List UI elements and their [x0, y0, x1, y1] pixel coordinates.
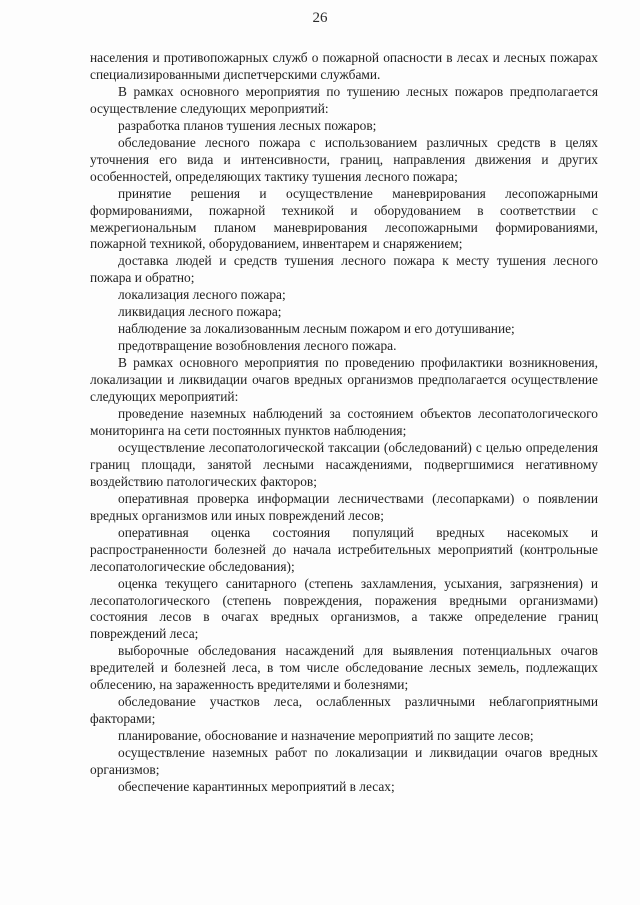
paragraph: доставка людей и средств тушения лесного пожара к месту тушения лесного пожара и обратно; — [90, 253, 598, 286]
paragraph: ликвидация лесного пожара; — [118, 304, 282, 320]
paragraph: обследование лесного пожара с использованием различных средств в целях уточнения его вида и интенсивности, границ, направления движения и других особенностей, определяющих тактику тушения лесного пожара; — [90, 134, 598, 184]
paragraph: разработка планов тушения лесных пожаров; — [118, 117, 377, 133]
paragraph: обеспечение карантинных мероприятий в лесах; — [118, 778, 395, 794]
paragraph: населения и противопожарных служб о пожарной опасности в лесах и лесных пожарах специализированными диспетчерскими службами. — [90, 50, 598, 82]
paragraph: оценка текущего санитарного (степень захламления, усыхания, загрязнения) и лесопатологического (степень повреждения, поражения вредными организмами) состояния лесов в очагах вредных организмов, а также определение границ повреждений леса; — [90, 575, 598, 642]
paragraph: В рамках основного мероприятия по проведению профилактики возникновения, локализации и ликвидации очагов вредных организмов предполагается осуществление следующих мероприятий: — [90, 355, 598, 405]
paragraph: оперативная оценка состояния популяций вредных насекомых и распространенности болезней до начала истребительных мероприятий (контрольные лесопатологические обследования); — [90, 524, 598, 574]
paragraph: обследование участков леса, ослабленных различными неблагоприятными факторами; — [90, 694, 598, 727]
paragraph: предотвращение возобновления лесного пожара. — [118, 338, 397, 354]
paragraph: проведение наземных наблюдений за состоянием объектов лесопатологического мониторинга на сети постоянных пунктов наблюдения; — [90, 406, 598, 438]
paragraph: оперативная проверка информации лесничествами (лесопарками) о появлении вредных организмов или иных повреждений лесов; — [90, 490, 598, 523]
paragraph: осуществление лесопатологической таксации (обследований) с целью определения границ площади, занятой лесными насаждениями, подвергшимися негативному воздействию патологических факторов; — [90, 439, 598, 489]
document-body — [90, 50, 598, 796]
paragraph: осуществление наземных работ по локализации и ликвидации очагов вредных организмов; — [90, 745, 598, 778]
paragraph: локализация лесного пожара; — [118, 287, 286, 303]
paragraph: выборочные обследования насаждений для выявления потенциальных очагов вредителей и болезней леса, в том числе обследование лесных земель, подлежащих облесению, на зараженность вредителями и болезнями; — [90, 643, 598, 693]
paragraph: планирование, обоснование и назначение мероприятий по защите лесов; — [118, 728, 534, 744]
paragraph: наблюдение за локализованным лесным пожаром и его дотушивание; — [118, 321, 515, 337]
paragraph: В рамках основного мероприятия по тушению лесных пожаров предполагается осуществление следующих мероприятий: — [90, 83, 598, 116]
page-number: 26 — [312, 10, 328, 26]
paragraph: принятие решения и осуществление маневрирования лесопожарными формированиями, пожарной техникой и оборудованием в соответствии с межрегиональным планом маневрирования лесопожарными формированиями, пожарной техникой, оборудованием, инвентарем и снаряжением; — [90, 185, 598, 252]
